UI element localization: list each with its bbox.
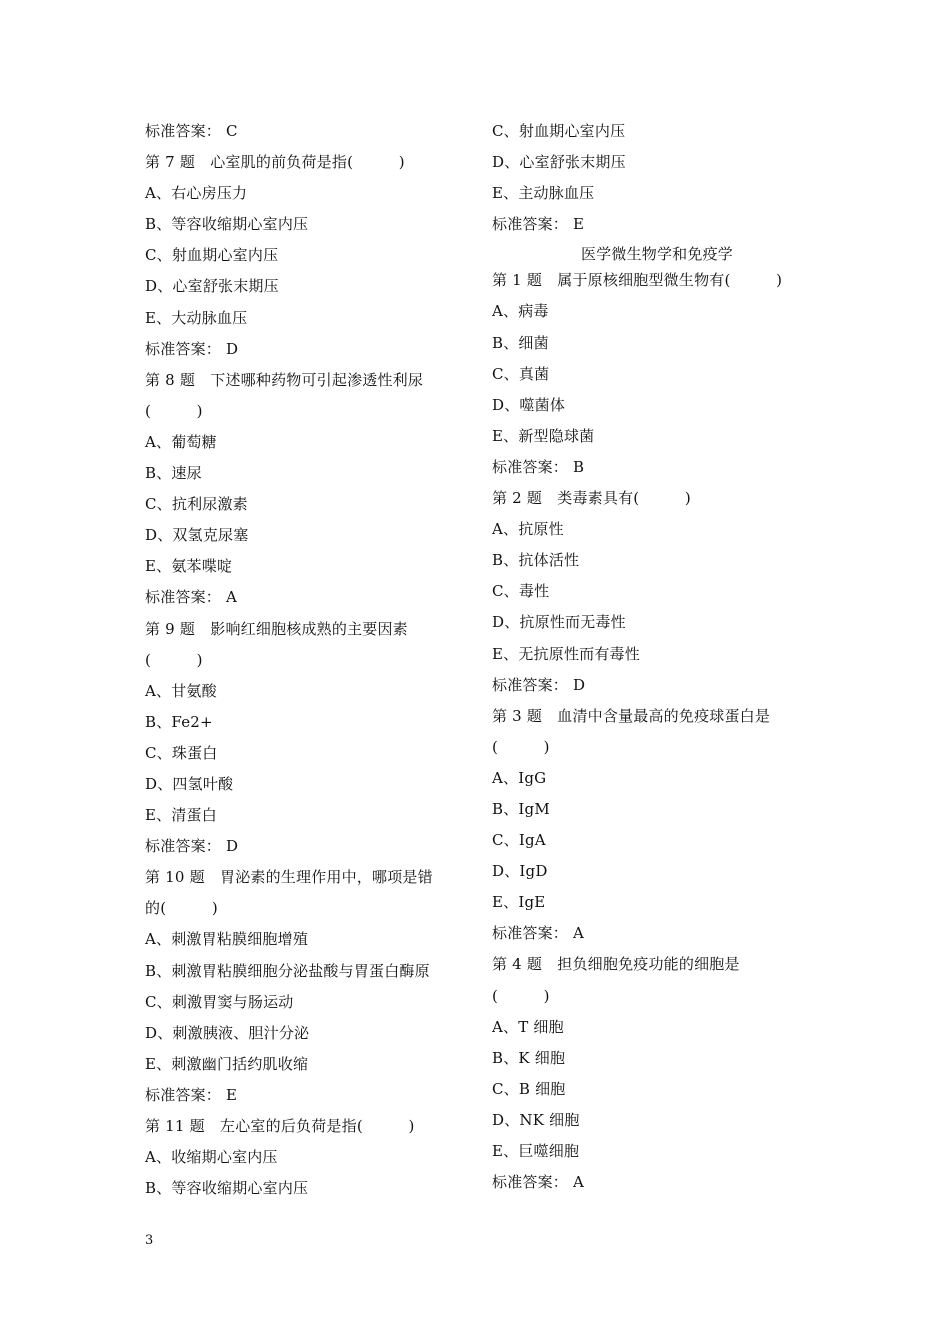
answer-line: 标准答案： D (492, 675, 586, 694)
option-line: C、珠蛋白 (145, 743, 218, 762)
option-line: E、IgE (492, 893, 546, 912)
option-line: D、心室舒张末期压 (492, 153, 626, 172)
answer-line: 标准答案： A (492, 1173, 585, 1192)
option-line: D、刺激胰液、胆汁分泌 (145, 1023, 310, 1042)
question-line: 第 10 题 胃泌素的生理作用中，哪项是错 (145, 868, 433, 887)
option-line: A、刺激胃粘膜细胞增殖 (145, 930, 309, 949)
text-line: 的( ) (145, 899, 218, 918)
option-line: D、双氢克尿塞 (145, 526, 249, 545)
option-line: D、噬菌体 (492, 395, 566, 414)
question-line: 第 4 题 担负细胞免疫功能的细胞是 (492, 955, 740, 974)
option-line: E、无抗原性而有毒性 (492, 644, 640, 663)
answer-line: 标准答案： B (492, 457, 585, 476)
answer-line: 标准答案： E (492, 215, 585, 234)
text-line: ( ) (492, 737, 550, 756)
text-line: ( ) (145, 650, 203, 669)
option-line: A、病毒 (492, 302, 549, 321)
answer-line: 标准答案： D (145, 837, 239, 856)
option-line: D、抗原性而无毒性 (492, 613, 626, 632)
option-line: B、Fe2+ (145, 712, 213, 731)
question-line: 第 2 题 类毒素具有( ) (492, 489, 691, 508)
option-line: B、速尿 (145, 464, 202, 483)
option-line: C、IgA (492, 831, 546, 850)
option-line: E、巨噬细胞 (492, 1142, 580, 1160)
option-line: B、IgM (492, 799, 550, 818)
option-line: A、IgG (492, 768, 547, 787)
option-line: E、主动脉血压 (492, 184, 595, 203)
option-line: D、NK 细胞 (492, 1110, 580, 1129)
answer-line: 标准答案： A (145, 588, 238, 607)
section-title: 医学微生物学和免疫学 (580, 245, 733, 264)
option-line: B、等容收缩期心室内压 (145, 1179, 309, 1198)
option-line: B、K 细胞 (492, 1048, 566, 1067)
answer-line: 标准答案： D (145, 339, 239, 358)
option-line: B、抗体活性 (492, 551, 580, 570)
option-line: D、四氢叶酸 (145, 774, 234, 793)
option-line: C、射血期心室内压 (145, 246, 279, 265)
question-line: 第 1 题 属于原核细胞型微生物有( ) (492, 271, 783, 290)
right-column-top (492, 118, 822, 242)
question-line: 第 8 题 下述哪种药物可引起渗透性利尿 (145, 370, 424, 389)
option-line: E、大动脉血压 (145, 308, 248, 327)
option-line: E、刺激幽门括约肌收缩 (145, 1054, 309, 1073)
option-line: C、刺激胃窦与肠运动 (145, 992, 294, 1011)
text-line: ( ) (492, 986, 550, 1005)
option-line: C、射血期心室内压 (492, 122, 626, 140)
right-column-bottom (492, 267, 822, 1200)
option-line: C、抗利尿激素 (145, 495, 248, 514)
option-line: B、等容收缩期心室内压 (145, 215, 309, 234)
option-line: A、T 细胞 (492, 1017, 564, 1036)
option-line: D、IgD (492, 862, 548, 881)
option-line: E、氨苯喋啶 (145, 557, 233, 576)
answer-line: 标准答案： A (492, 924, 585, 943)
question-line: 第 9 题 影响红细胞核成熟的主要因素 (145, 619, 408, 638)
option-line: A、右心房压力 (145, 184, 248, 203)
option-line: E、新型隐球菌 (492, 426, 595, 445)
option-line: A、甘氨酸 (145, 681, 217, 700)
option-line: C、毒性 (492, 582, 550, 601)
answer-line: 标准答案： E (145, 1085, 238, 1104)
text-line: ( ) (145, 401, 203, 420)
answer-line: 标准答案： C (145, 122, 238, 140)
question-line: 第 11 题 左心室的后负荷是指( ) (145, 1117, 415, 1135)
left-column (145, 118, 465, 1206)
question-line: 第 3 题 血清中含量最高的免疫球蛋白是 (492, 706, 771, 725)
option-line: A、抗原性 (492, 520, 564, 539)
option-line: D、心室舒张末期压 (145, 277, 279, 296)
option-line: B、刺激胃粘膜细胞分泌盐酸与胃蛋白酶原 (145, 961, 430, 980)
option-line: C、真菌 (492, 364, 550, 383)
option-line: A、收缩期心室内压 (145, 1148, 278, 1167)
question-line: 第 7 题 心室肌的前负荷是指( ) (145, 153, 405, 172)
right-column (492, 118, 822, 1200)
option-line: C、B 细胞 (492, 1079, 566, 1098)
option-line: E、清蛋白 (145, 806, 217, 825)
page-number: 3 (145, 1233, 154, 1248)
option-line: A、葡萄糖 (145, 432, 217, 451)
option-line: B、细菌 (492, 333, 549, 352)
